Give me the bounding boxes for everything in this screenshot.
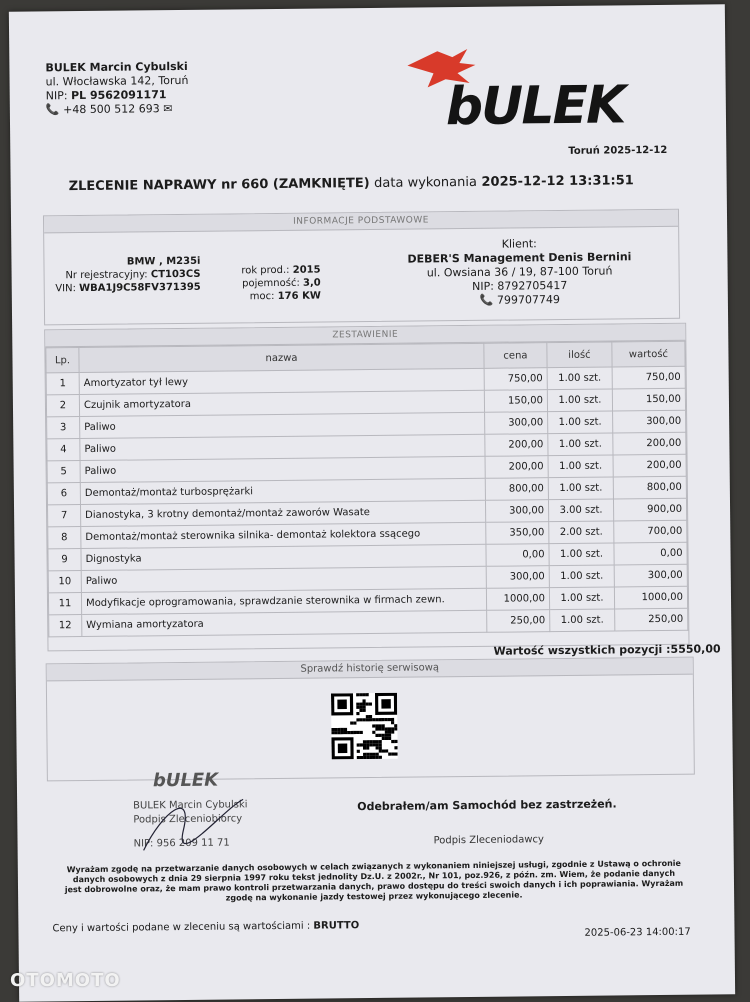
row-lp: 9 [48,549,81,571]
row-qty: 1.00 szt. [548,411,613,434]
row-name: Demontaż/montaż sterownika silnika- demontaż kolektora ssącego [81,522,486,548]
col-lp: Lp. [46,348,79,373]
row-value: 300,00 [614,564,687,587]
otomoto-watermark: OTOMOTO [10,970,121,991]
row-value: 750,00 [612,366,685,389]
row-price: 1000,00 [486,588,549,611]
company-phone: 📞 +48 500 512 693 ✉ [45,102,173,117]
row-price: 250,00 [487,610,550,633]
service-history-header: Sprawdź historię serwisową [47,658,693,682]
row-qty: 1.00 szt. [547,367,612,390]
row-price: 300,00 [485,500,548,523]
row-price: 150,00 [484,390,547,413]
print-timestamp: 2025-06-23 14:00:17 [584,926,691,939]
row-qty: 1.00 szt. [549,565,614,588]
row-price: 350,00 [486,522,549,545]
row-value: 800,00 [613,476,686,499]
row-lp: 6 [47,483,80,505]
order-title: ZLECENIE NAPRAWY nr 660 (ZAMKNIĘTE) data wykonania 2025-12-12 13:31:51 [68,173,634,195]
row-qty: 1.00 szt. [547,389,612,412]
row-qty: 1.00 szt. [548,433,613,456]
items-table-box [44,323,689,652]
row-name: Modyfikacje oprogramowania, sprawdzanie sterownika w firmach zewn. [81,588,486,614]
stamp-name: BULEK Marcin Cybulski [133,799,248,812]
mail-icon: ✉ [163,102,173,116]
signature-icon [133,769,274,860]
row-price: 300,00 [486,566,549,589]
row-qty: 1.00 szt. [548,477,613,500]
stamp-nip: NIP: 956 209 11 71 [133,837,230,850]
company-nip: NIP: PL 9562091171 [45,88,167,103]
received-statement: Odebrałem/am Samochód bez zastrzeżeń. [357,797,617,814]
row-qty: 1.00 szt. [550,609,615,632]
col-price: cena [484,343,547,369]
row-lp: 2 [46,395,79,417]
company-name: BULEK Marcin Cybulski [45,59,188,75]
row-price: 300,00 [485,412,548,435]
row-value: 250,00 [615,608,688,631]
phone-icon: 📞 [479,293,494,307]
repair-order-sheet [9,4,735,1001]
row-name: Dignostyka [81,544,486,570]
row-lp: 7 [48,505,81,527]
row-name: Amortyzator tył lewy [79,368,484,394]
row-lp: 4 [47,439,80,461]
basic-info-header: INFORMACJE PODSTAWOWE [44,210,678,234]
row-name: Paliwo [81,566,486,592]
row-name: Paliwo [80,412,485,438]
row-lp: 8 [48,527,81,549]
row-name: Wymiana amortyzatora [82,610,487,636]
row-qty: 3.00 szt. [548,499,613,522]
logo-text: bULEK [445,75,625,138]
vehicle-info: BMW , M235i Nr rejestracyjny: CT103CS VIN: WBA1J9C58FV371395 [55,255,201,295]
row-qty: 1.00 szt. [549,587,614,610]
client-info: Klient: DEBER'S Management Denis Bernini ul. Owsiana 36 / 19, 87-100 Toruń NIP: 8792705417 📞 799707749 [407,237,632,307]
row-lp: 3 [47,417,80,439]
stamp-caption: Podpis Zleceniobiorcy [133,813,243,826]
total-value: Wartość wszystkich pozycji :5550,00 [493,642,721,658]
contractor-stamp [133,769,274,860]
row-name: Dianostyka, 3 krotny demontaż/montaż zaworów Wasate [81,500,486,526]
row-qty: 2.00 szt. [549,521,614,544]
row-qty: 1.00 szt. [549,543,614,566]
row-lp: 1 [46,373,79,395]
row-lp: 5 [47,461,80,483]
row-value: 700,00 [614,520,687,543]
basic-info-box [43,209,680,326]
row-name: Paliwo [80,434,485,460]
row-price: 0,00 [486,544,549,567]
row-value: 150,00 [612,388,685,411]
prices-note: Ceny i wartości podane w zleceniu są wartościami : BRUTTO [52,920,360,935]
row-qty: 1.00 szt. [548,455,613,478]
items-table [45,341,688,638]
city-date: Toruń 2025-12-12 [568,144,668,157]
company-address: ul. Włocławska 142, Toruń [45,73,189,89]
qr-code-icon[interactable] [331,693,398,760]
row-price: 200,00 [485,456,548,479]
client-signature-label: Podpis Zleceniodawcy [433,834,544,847]
row-price: 750,00 [484,368,547,391]
service-history-box [46,657,695,782]
items-table-header: ZESTAWIENIE [45,324,685,348]
row-name: Demontaż/montaż turbosprężarki [80,478,485,504]
consent-text: Wyrażam zgodę na przetwarzanie danych osobowych w celach związanych z wykonaniem niniejszej usługi, zgodnie z Ustawą o ochronie danych osobowych z dnia 29 sierpnia 1997 roku tekst jednolity Dz.U. z 2002r., Nr 101, poz.926, z późn. zm. Wiem, że podanie danych jest dobrowolne oraz, że mam prawo kontroli przetwarzania danych, prawo dostępu do treści swoich danych i ich poprawiania. Wyrażam zgodę na wykonanie jazdy testowej przez wykonującego zlecenie. [64,858,684,903]
row-value: 900,00 [613,498,686,521]
company-block [45,60,188,117]
row-value: 0,00 [614,542,687,565]
row-price: 800,00 [485,478,548,501]
col-qty: ilość [547,342,612,368]
row-lp: 12 [49,615,82,637]
row-value: 200,00 [613,432,686,455]
col-name: nazwa [79,343,484,372]
phone-icon: 📞 [45,103,60,117]
col-value: wartość [612,341,685,367]
row-lp: 11 [48,593,81,615]
row-value: 200,00 [613,454,686,477]
row-value: 1000,00 [614,586,687,609]
row-value: 300,00 [613,410,686,433]
row-name: Paliwo [80,456,485,482]
bulek-logo [397,41,678,144]
row-lp: 10 [48,571,81,593]
row-price: 200,00 [485,434,548,457]
row-name: Czujnik amortyzatora [79,390,484,416]
vehicle-specs: rok prod.: 2015 pojemność: 3,0 moc: 176 KW [241,264,321,303]
stamp-logo: bULEK [152,769,219,792]
